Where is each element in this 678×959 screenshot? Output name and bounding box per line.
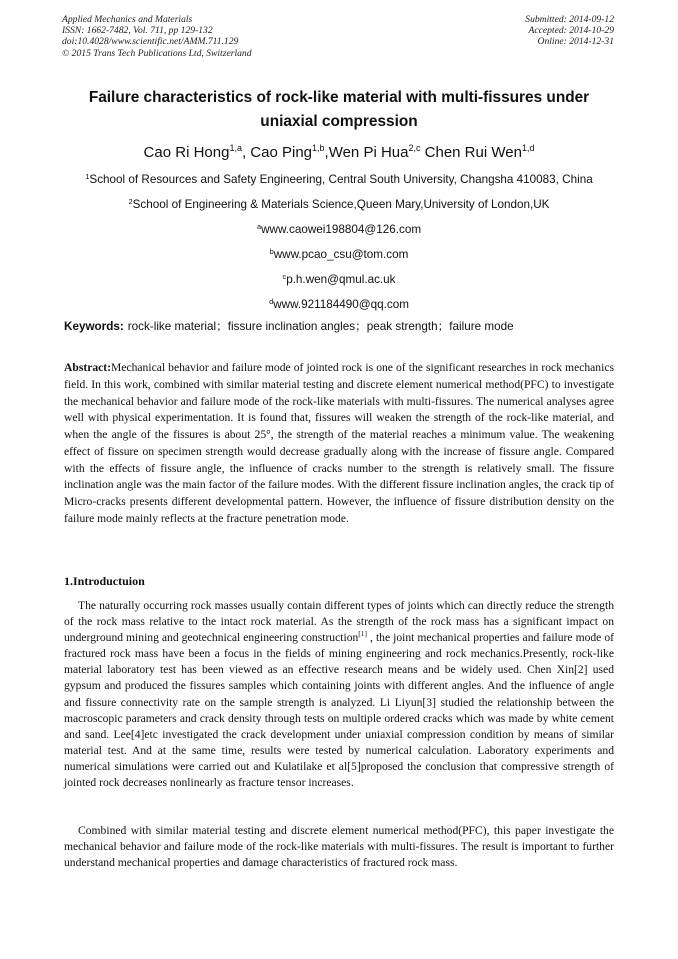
citation-mark: [1] bbox=[358, 629, 368, 639]
intro-text: , the joint mechanical properties and failure mode of fractured rock mass have been a focus in the fields of mining engineering and rock mechanics.Presently, rock-like material laboratory test has been viewed as an effective research means and be widely used. Chen Xin[2] used gypsum and produced the fissures samples which containing joints with different angles. And the influence of angle and fissure connectivity rate on the sample strength is analyzed. Li Liyun[3] studied the relationship between the macroscopic parameters and crack density through tests on multiple ordered cracks which was made by white cement and sand. Lee[4]etc investigated the crack development under uniaxial compression condition by means of similar material test. And at the same time, results were tested by numerical calculation. Laboratory experiments and numerical simulations were carried out and Kulatilake et al[5]proposed the conclusion that compressive strength of jointed rock decreases nonlinearly as fracture tensor increases. bbox=[64, 631, 614, 790]
submitted-date: Submitted: 2014-09-12 bbox=[525, 14, 614, 25]
journal-issn: ISSN: 1662-7482, Vol. 711, pp 129-132 bbox=[62, 25, 213, 37]
author-affiliation-mark: 1,a bbox=[229, 143, 242, 153]
author-affiliation-mark: 1,b bbox=[312, 143, 325, 153]
keywords-text: rock-like material；fissure inclination angles；peak strength；failure mode bbox=[127, 320, 514, 333]
email-text: p.h.wen@qmul.ac.uk bbox=[286, 273, 396, 286]
affiliation-text: School of Engineering & Materials Science,Queen Mary,University of London,UK bbox=[132, 198, 550, 211]
affiliation-mark: 2 bbox=[128, 197, 133, 206]
author-name: Cao Ri Hong bbox=[143, 144, 230, 161]
journal-copyright: © 2015 Trans Tech Publications Ltd, Switzerland bbox=[62, 47, 252, 59]
author-affiliation-mark: 1,d bbox=[521, 143, 535, 153]
author-affiliation-mark: 2,c bbox=[408, 143, 421, 153]
abstract bbox=[64, 360, 614, 528]
accepted-date: Accepted: 2014-10-29 bbox=[528, 25, 614, 37]
affiliation-mark: d bbox=[269, 297, 274, 306]
intro-paragraph bbox=[64, 598, 614, 791]
email-line bbox=[60, 272, 618, 288]
email-line bbox=[60, 297, 618, 313]
email-text: www.pcao_csu@tom.com bbox=[273, 248, 409, 261]
author-name: Wen Pi Hua bbox=[328, 144, 409, 161]
affiliation-mark: c bbox=[282, 272, 287, 281]
author-separator: , bbox=[241, 144, 251, 161]
keywords-label: Keywords: bbox=[64, 320, 124, 333]
email-line bbox=[60, 247, 618, 263]
journal-name: Applied Mechanics and Materials bbox=[62, 14, 193, 25]
abstract-text: Mechanical behavior and failure mode of jointed rock is one of the significant researches in rock mechanics field. In this work, combined with similar material testing and discrete element numerical method(PFC) to investigate the mechanical behavior and failure mode of the rock-like materials with multi-fissures. The numerical analyses agree well with physical experimentation. It is found that, fissures will weaken the strength of the rock-like material, and when the angle of the fissures is about 25°, the strength of the material reaches a minimum value. The weakening effect of fissure on specimen strength would decrease gradually along with the increase of fissure angle. Compared with the effects of fissure angle, the influence of cracks number to the strength is relatively small. The fissure inclination angle was the main factor of the failure modes. With the different fissure inclination angles, the crack tip of Micro-cracks presents different developmental pattern. However, the influence of fissure distribution density on the failure mode mainly reflects at the fracture penetration mode. bbox=[64, 361, 614, 525]
affiliation bbox=[60, 172, 618, 188]
online-date: Online: 2014-12-31 bbox=[537, 36, 614, 48]
affiliation-text: School of Resources and Safety Engineering, Central South University, Changsha 410083, China bbox=[89, 173, 593, 186]
affiliation-mark: a bbox=[256, 222, 262, 231]
journal-doi: doi:10.4028/www.scientific.net/AMM.711.129 bbox=[62, 36, 239, 48]
author-name: Chen Rui Wen bbox=[424, 144, 522, 161]
paper-title: Failure characteristics of rock-like material with multi-fissures under uniaxial compression bbox=[88, 89, 590, 130]
abstract-label: Abstract: bbox=[64, 361, 112, 374]
email-text: www.921184490@qq.com bbox=[273, 298, 409, 311]
affiliation-mark: 1 bbox=[85, 172, 90, 181]
submission-dates bbox=[525, 14, 614, 48]
keywords bbox=[64, 319, 620, 335]
email-text: www.caowei198804@126.com bbox=[261, 223, 422, 236]
intro-text: The naturally occurring rock masses usually contain different types of joints which can directly reduce the strength of the rock mass relative to the intact rock material. As the strength of the rock mass has a significant impact on underground mining and geotechnical engineering construction bbox=[64, 599, 614, 645]
affiliation-mark: b bbox=[269, 247, 274, 256]
author-separator: , bbox=[324, 144, 329, 161]
author-list bbox=[60, 143, 618, 163]
author-name: Cao Ping bbox=[250, 144, 313, 161]
email-line bbox=[60, 222, 618, 238]
affiliation bbox=[60, 197, 618, 213]
intro-paragraph: Combined with similar material testing and discrete element numerical method(PFC), this paper investigate the mechanical behavior and failure mode of the rock-like materials with multi-fissures. The result is important to further understand mechanical properties and damage characteristics of fractured rock mass. bbox=[64, 824, 614, 870]
section-heading: 1.Introductuion bbox=[64, 574, 145, 588]
journal-info bbox=[62, 14, 252, 59]
